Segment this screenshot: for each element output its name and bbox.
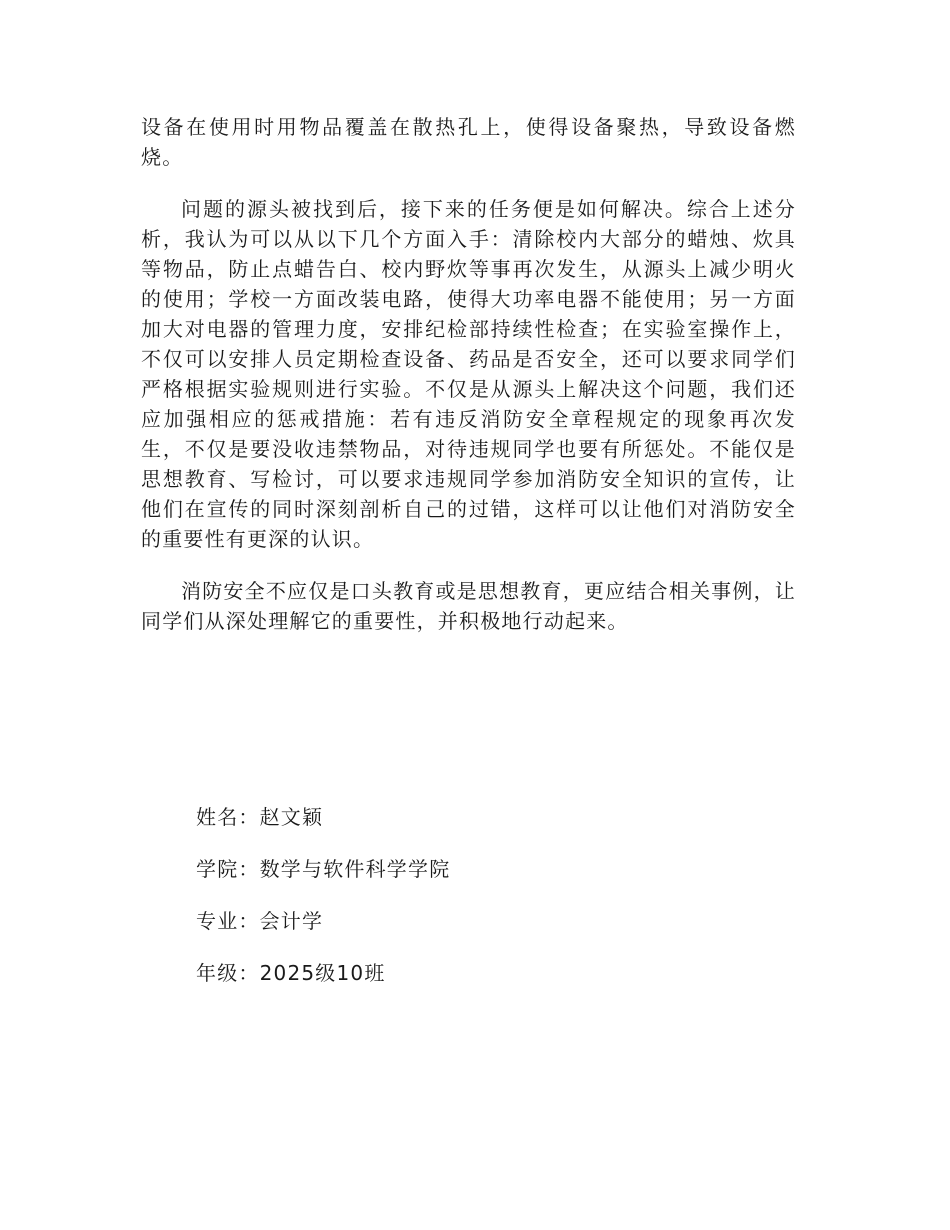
info-grade-row bbox=[196, 958, 450, 1010]
paragraph-conclusion: 消防安全不应仅是口头教育或是思想教育，更应结合相关事例，让同学们从深处理解它的重要性，并积极地行动起来。 bbox=[141, 579, 796, 633]
major-value: 会计学 bbox=[259, 909, 324, 933]
name-label: 姓名： bbox=[196, 805, 260, 829]
info-name-row bbox=[196, 802, 450, 854]
paragraph-continuation: 设备在使用时用物品覆盖在散热孔上，使得设备聚热，导致设备燃烧。 bbox=[141, 115, 796, 169]
grade-value: 2025级10班 bbox=[259, 961, 386, 985]
paragraph-solutions: 问题的源头被找到后，接下来的任务便是如何解决。综合上述分析，我认为可以从以下几个方面入手：清除校内大部分的蜡烛、炊具等物品，防止点蜡告白、校内野炊等事再次发生，从源头上减少明火的使用；学校一方面改装电路，使得大功率电器不能使用；另一方面加大对电器的管理力度，安排纪检部持续性检查；在实验室操作上，不仅可以安排人员定期检查设备、药品是否安全，还可以要求同学们严格根据实验规则进行实验。不仅是从源头上解决这个问题，我们还应加强相应的惩戒措施：若有违反消防安全章程规定的现象再次发生，不仅是要没收违禁物品，对待违规同学也要有所惩处。不能仅是思想教育、写检讨，可以要求违规同学参加消防安全知识的宣传，让他们在宣传的同时深刻剖析自己的过错，这样可以让他们对消防安全的重要性有更深的认识。 bbox=[141, 197, 796, 551]
major-label: 专业： bbox=[196, 909, 260, 933]
college-value: 数学与软件科学学院 bbox=[259, 857, 451, 881]
college-label: 学院： bbox=[196, 857, 260, 881]
info-college-row bbox=[196, 854, 450, 906]
name-value: 赵文颖 bbox=[259, 805, 324, 829]
author-info bbox=[196, 802, 450, 1010]
grade-label: 年级： bbox=[196, 961, 260, 985]
info-major-row bbox=[196, 906, 450, 958]
essay-body bbox=[141, 112, 796, 636]
